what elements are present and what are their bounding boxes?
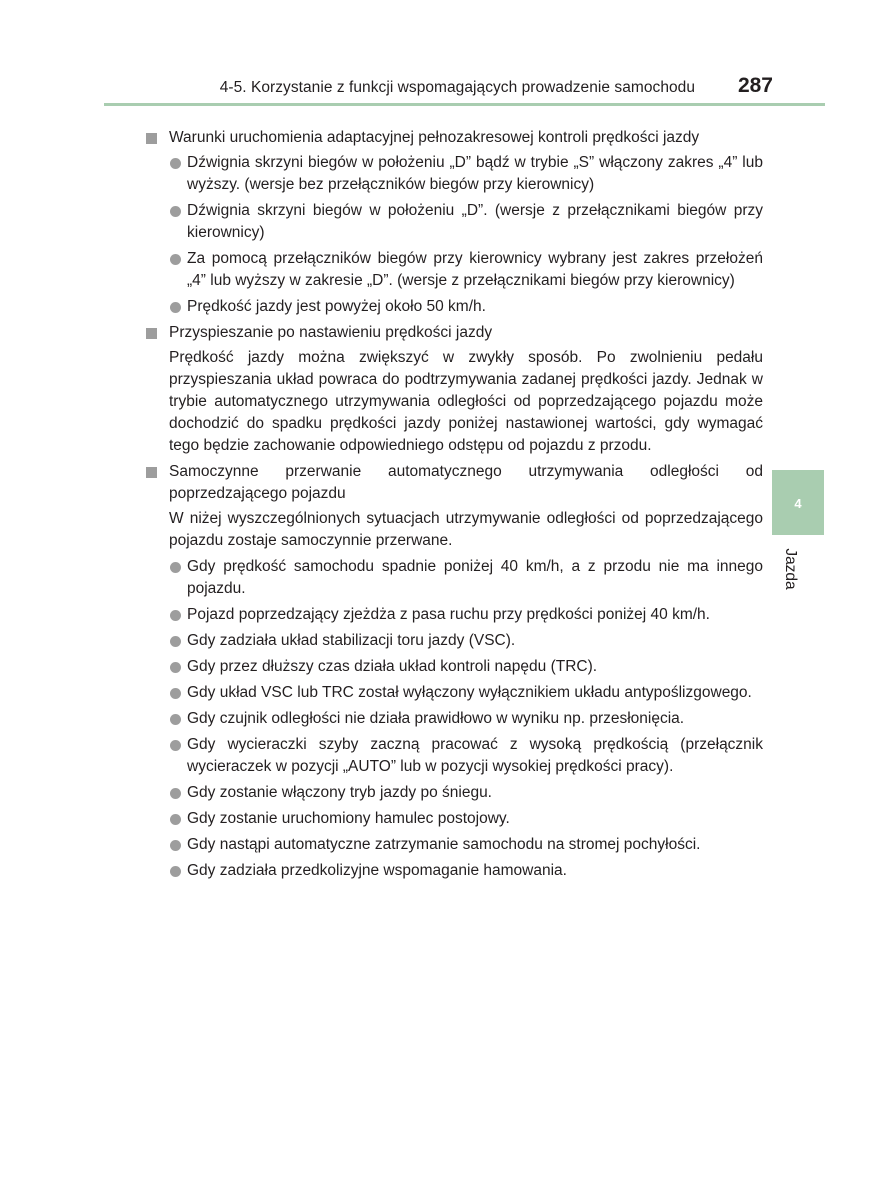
list-item: Gdy zostanie włączony tryb jazdy po śniegu. xyxy=(143,782,763,804)
circle-bullet-icon xyxy=(170,740,181,751)
list-item: Gdy zadziała układ stabilizacji toru jazdy (VSC). xyxy=(143,630,763,652)
page-header xyxy=(104,74,825,106)
circle-bullet-icon xyxy=(170,562,181,573)
circle-bullet-icon xyxy=(170,688,181,699)
page-content xyxy=(143,127,763,886)
list-item: Gdy zostanie uruchomiony hamulec postojowy. xyxy=(143,808,763,830)
circle-bullet-icon xyxy=(170,206,181,217)
list-item: Gdy czujnik odległości nie działa prawidłowo w wyniku np. przesłonięcia. xyxy=(143,708,763,730)
square-bullet-icon xyxy=(146,133,157,144)
circle-bullet-icon xyxy=(170,788,181,799)
square-bullet-icon xyxy=(146,467,157,478)
section-heading: Warunki uruchomienia adaptacyjnej pełnozakresowej kontroli prędkości jazdy xyxy=(143,127,763,149)
circle-bullet-icon xyxy=(170,866,181,877)
section-heading: Samoczynne przerwanie automatycznego utrzymywania odległości od poprzedzającego pojazdu xyxy=(143,461,763,505)
section-paragraph: W niżej wyszczególnionych sytuacjach utrzymywanie odległości od poprzedzającego pojazdu zostaje samoczynnie przerwane. xyxy=(169,510,763,549)
header-divider xyxy=(104,103,825,106)
section-heading: Przyspieszanie po nastawieniu prędkości jazdy xyxy=(143,322,763,344)
chapter-title: 4-5. Korzystanie z funkcji wspomagających prowadzenie samochodu xyxy=(219,79,695,96)
circle-bullet-icon xyxy=(170,254,181,265)
list-item: Prędkość jazdy jest powyżej około 50 km/h. xyxy=(143,296,763,318)
circle-bullet-icon xyxy=(170,610,181,621)
list-item: Za pomocą przełączników biegów przy kierownicy wybrany jest zakres przełożeń „4” lub wyższy w zakresie „D”. (wersje z przełącznikami biegów przy kierownicy) xyxy=(143,248,763,292)
square-bullet-icon xyxy=(146,328,157,339)
list-item: Gdy prędkość samochodu spadnie poniżej 40 km/h, a z przodu nie ma innego pojazdu. xyxy=(143,556,763,600)
list-item: Gdy zadziała przedkolizyjne wspomaganie hamowania. xyxy=(143,860,763,882)
list-item: Gdy przez dłuższy czas działa układ kontroli napędu (TRC). xyxy=(143,656,763,678)
circle-bullet-icon xyxy=(170,158,181,169)
circle-bullet-icon xyxy=(170,714,181,725)
circle-bullet-icon xyxy=(170,636,181,647)
section-paragraph: Prędkość jazdy można zwiększyć w zwykły sposób. Po zwolnieniu pedału przyspieszania układ powraca do podtrzymywania zadanej prędkości jazdy. Jednak w trybie automatycznego utrzymywania odległości od poprzedzającego pojazdu może dochodzić do spadku prędkości jazdy poniżej nastawionej wartości, gdy wymagać tego będzie zachowanie odpowiedniego odstępu od pojazdu z przodu. xyxy=(169,349,763,454)
list-item: Dźwignia skrzyni biegów w położeniu „D” bądź w trybie „S” włączony zakres „4” lub wyższy. (wersje bez przełączników biegów przy kierownicy) xyxy=(143,152,763,196)
circle-bullet-icon xyxy=(170,840,181,851)
list-item: Gdy wycieraczki szyby zaczną pracować z wysoką prędkością (przełącznik wycieraczek w pozycji „AUTO” lub w pozycji wysokiej prędkości pracy). xyxy=(143,734,763,778)
chapter-tab-number: 4 xyxy=(794,496,802,511)
list-item: Gdy układ VSC lub TRC został wyłączony wyłącznikiem układu antypoślizgowego. xyxy=(143,682,763,704)
chapter-tab-label-text: Jazda xyxy=(782,548,799,590)
circle-bullet-icon xyxy=(170,302,181,313)
circle-bullet-icon xyxy=(170,814,181,825)
chapter-tab-label xyxy=(764,540,816,594)
list-item: Pojazd poprzedzający zjeżdża z pasa ruchu przy prędkości poniżej 40 km/h. xyxy=(143,604,763,626)
list-item: Gdy nastąpi automatyczne zatrzymanie samochodu na stromej pochyłości. xyxy=(143,834,763,856)
list-item: Dźwignia skrzyni biegów w położeniu „D”. (wersje z przełącznikami biegów przy kierownicy) xyxy=(143,200,763,244)
chapter-tab xyxy=(772,470,824,535)
page-number: 287 xyxy=(737,74,773,97)
circle-bullet-icon xyxy=(170,662,181,673)
